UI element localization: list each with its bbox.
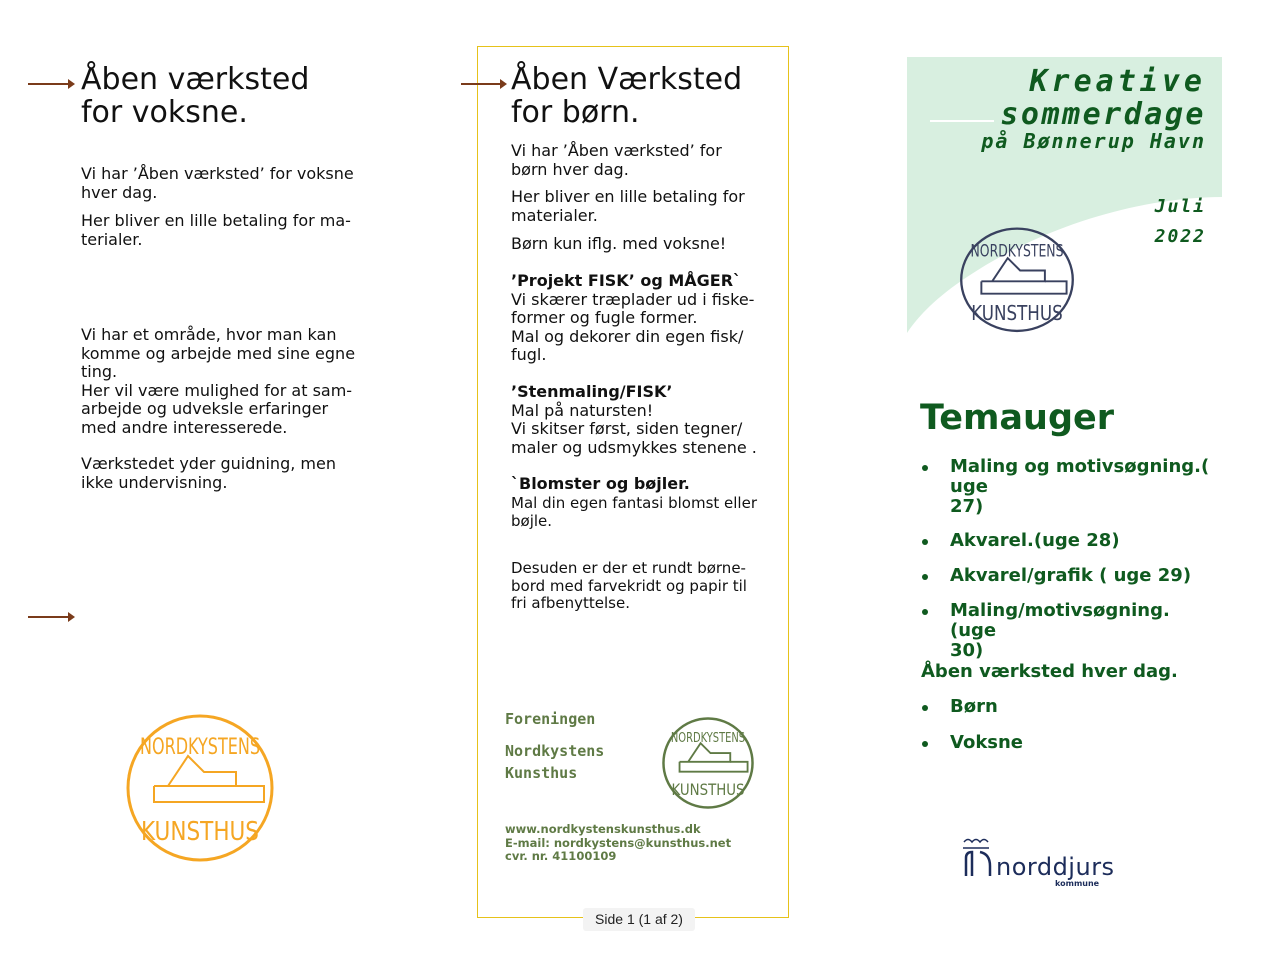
page-indicator: Side 1 (1 af 2) bbox=[583, 908, 695, 931]
middle-heading: Åben Værksted for børn. bbox=[511, 62, 743, 130]
contact-email: E-mail: nordkystens@kunsthus.net bbox=[505, 835, 732, 850]
theme-item: Akvarel/grafik ( uge 29) bbox=[921, 566, 1211, 586]
logo-text-top: NORDKYSTENS bbox=[970, 241, 1064, 262]
arrow-marker-top bbox=[28, 83, 73, 85]
bullet-icon bbox=[922, 609, 928, 615]
bullet-icon bbox=[922, 539, 928, 545]
middle-para-end: Desuden er der et rundt børne- bord med farvekridt og papir til fri afbenyttelse. bbox=[511, 559, 747, 612]
norddjurs-name: norddjurs bbox=[996, 853, 1115, 881]
logo-text-top: NORDKYSTENS bbox=[140, 735, 260, 760]
left-para-1: Vi har ’Åben værksted’ for voksne hver dag. bbox=[81, 164, 354, 202]
open-workshop-list bbox=[921, 697, 1211, 753]
kunsthus-logo-navy bbox=[958, 224, 1076, 334]
bullet-icon bbox=[922, 574, 928, 580]
middle-para-2: Her bliver en lille betaling for materialer. bbox=[511, 187, 745, 225]
contact-cvr: cvr. nr. 41100109 bbox=[505, 849, 617, 863]
bullet-icon bbox=[922, 465, 928, 471]
norddjurs-sub: kommune bbox=[1055, 879, 1100, 888]
cover-date: Juli 2022 bbox=[1154, 196, 1206, 247]
logo-text-bottom: KUNSTHUS bbox=[141, 817, 259, 847]
arrow-marker-middle bbox=[461, 83, 505, 85]
open-item-children: Børn bbox=[921, 697, 1211, 717]
left-heading: Åben værksted for voksne. bbox=[81, 62, 310, 130]
themes-heading: Temauger bbox=[920, 398, 1115, 438]
middle-para-1: Vi har ’Åben værksted’ for børn hver dag. bbox=[511, 141, 722, 179]
themes-list bbox=[921, 457, 1211, 661]
contact-info bbox=[505, 823, 785, 864]
kunsthus-logo-olive bbox=[661, 716, 755, 810]
left-para-2: Her bliver en lille betaling for ma- terialer. bbox=[81, 211, 351, 249]
left-para-3: Vi har et område, hvor man kan komme og arbejde med sine egne ting. Her vil være mulighed for at sam- arbejde og udveksle erfaringer med andre interesserede. bbox=[81, 325, 356, 437]
arrow-marker-bottom bbox=[28, 616, 73, 618]
logo-text-top: NORDKYSTENS bbox=[670, 729, 746, 746]
theme-item: Maling/motivsøgning. (uge 30) bbox=[921, 601, 1211, 661]
open-item-adults: Voksne bbox=[921, 733, 1211, 753]
bullet-icon bbox=[922, 705, 928, 711]
brochure-title: Kreative sommerdage på Bønnerup Havn bbox=[981, 64, 1206, 153]
project-fisk: ’Projekt FISK’ og MÅGER` Vi skærer træplader ud i fiske- former og fugle former. Mal og dekorer din egen fisk/ fugl. bbox=[511, 271, 755, 364]
logo-text-bottom: KUNSTHUS bbox=[671, 780, 745, 800]
norddjurs-emblem-icon bbox=[960, 836, 996, 880]
kunsthus-logo-orange bbox=[124, 712, 276, 864]
middle-para-3: Børn kun iflg. med voksne! bbox=[511, 234, 727, 253]
association-name: Foreningen Nordkystens Kunsthus bbox=[505, 710, 605, 782]
open-workshop-heading: Åben værksted hver dag. bbox=[921, 661, 1178, 682]
logo-text-bottom: KUNSTHUS bbox=[971, 301, 1063, 326]
left-para-4: Værkstedet yder guidning, men ikke undervisning. bbox=[81, 454, 336, 492]
theme-item: Akvarel.(uge 28) bbox=[921, 531, 1211, 551]
contact-web: www.nordkystenskunsthus.dk bbox=[505, 822, 701, 836]
bullet-icon bbox=[922, 741, 928, 747]
project-blomster: `Blomster og bøjler. Mal din egen fantasi blomst eller bøjle. bbox=[511, 474, 757, 530]
project-stenmaling: ’Stenmaling/FISK’ Mal på natursten! Vi skitser først, siden tegner/ maler og udsmykkes stenene . bbox=[511, 382, 757, 457]
norddjurs-logo bbox=[960, 836, 1120, 892]
theme-item: Maling og motivsøgning.( uge 27) bbox=[921, 457, 1211, 517]
